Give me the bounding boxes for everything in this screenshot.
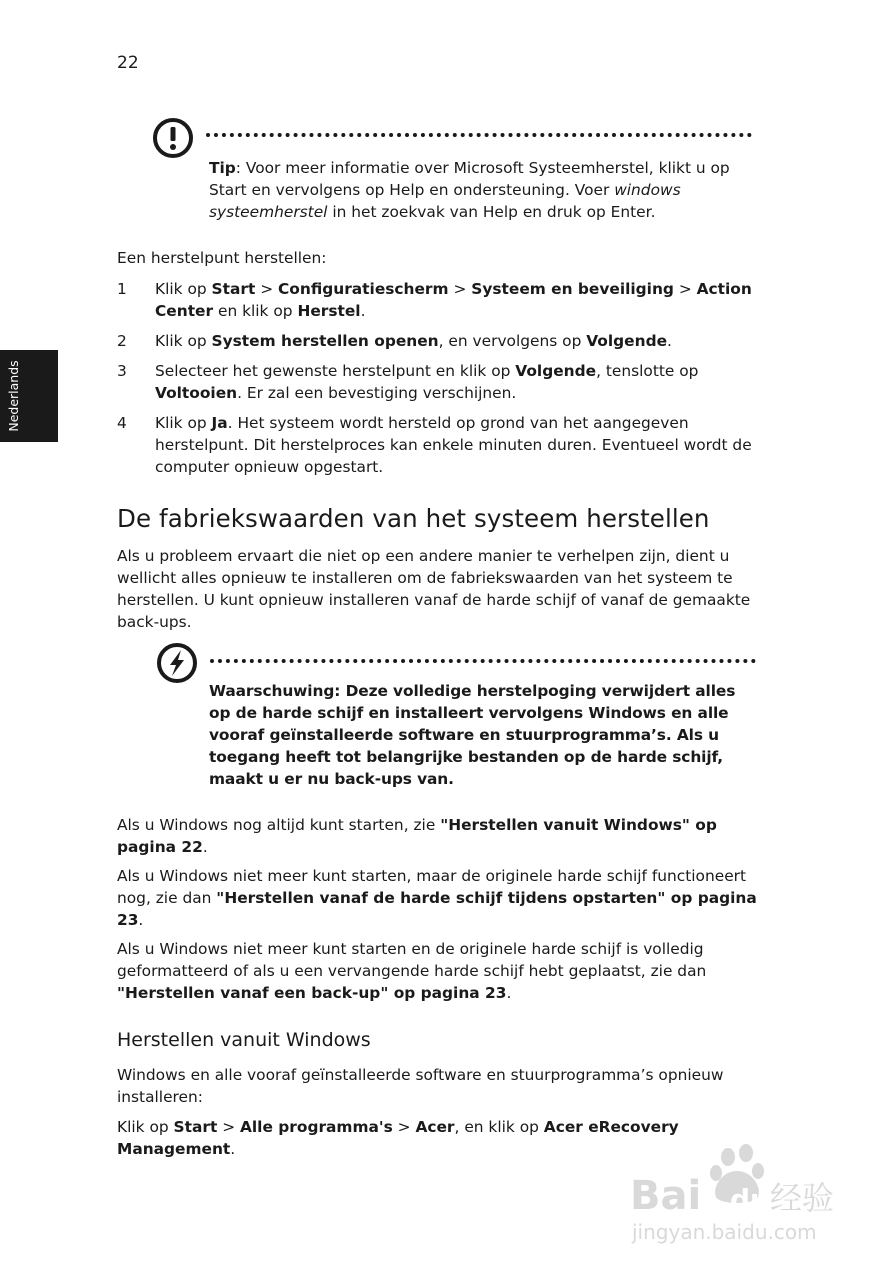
exclamation-icon	[151, 116, 195, 160]
svg-text:经验: 经验	[770, 1179, 835, 1217]
paragraph-backup: Als u Windows niet meer kunt starten en de originele harde schijf is volledig geformatteerd of als u een vervangende harde schijf hebt geplaatst, zie dan "Herstellen vanaf een back-up" op pagina 23.	[117, 940, 707, 1002]
section-title: De fabriekswaarden van het systeem herstellen	[117, 504, 710, 533]
step-1: Klik op Start > Configuratiescherm > Systeem en beveiliging > Action Center en klik op Herstel.	[155, 280, 752, 320]
page-number: 22	[117, 53, 139, 73]
paragraph-disk-works: Als u Windows niet meer kunt starten, maar de originele harde schijf functioneert nog, zie dan "Herstellen vanaf de harde schijf tijdens opstarten" op pagina 23.	[117, 867, 757, 929]
restore-intro: Een herstelpunt herstellen:	[117, 249, 327, 267]
step-2: Klik op System herstellen openen, en vervolgens op Volgende.	[155, 332, 672, 350]
tip-note	[209, 157, 749, 223]
svg-text:Bai: Bai	[630, 1173, 702, 1219]
subsection-title: Herstellen vanuit Windows	[117, 1029, 371, 1051]
baidu-watermark-logo	[630, 1143, 860, 1253]
tip-text-end: in het zoekvak van Help en druk op Enter.	[327, 203, 656, 221]
warning-lightning-icon	[155, 641, 199, 685]
final-instruction: Klik op Start > Alle programma's > Acer, en klik op Acer eRecovery Management.	[117, 1118, 679, 1158]
note-divider	[210, 659, 756, 663]
step-number: 3	[117, 362, 127, 380]
tip-italic: windows systeemherstel	[209, 181, 681, 221]
tip-label: Tip	[209, 159, 236, 177]
svg-text:jingyan.baidu.com: jingyan.baidu.com	[632, 1220, 817, 1244]
cross-reference-link: "Herstellen vanaf een back-up" op pagina 23	[117, 984, 507, 1002]
note-divider	[206, 133, 752, 137]
step-number: 4	[117, 414, 127, 432]
side-tab-label: Nederlands	[6, 360, 21, 432]
step-4: Klik op Ja. Het systeem wordt hersteld op grond van het aangegeven herstelpunt. Dit herstelproces kan enkele minuten duren. Eventueel wordt de computer opnieuw opgestart.	[155, 414, 752, 476]
subsection-intro: Windows en alle vooraf geïnstalleerde software en stuurprogramma’s opnieuw installeren:	[117, 1066, 724, 1106]
section-intro: Als u probleem ervaart die niet op een andere manier te verhelpen zijn, dient u wellicht alles opnieuw te installeren om de fabriekswaarden van het systeem te herstellen. U kunt opnieuw installeren vanaf de harde schijf of vanaf de gemaakte back-ups.	[117, 547, 751, 631]
paragraph-windows-starts: Als u Windows nog altijd kunt starten, zie "Herstellen vanuit Windows" op pagina 22.	[117, 816, 717, 856]
step-number: 1	[117, 280, 127, 298]
side-language-tab	[0, 350, 58, 442]
cross-reference-link: "Herstellen vanuit Windows" op pagina 22	[117, 816, 717, 856]
svg-text:du: du	[730, 1183, 770, 1216]
warning-note: Waarschuwing: Deze volledige herstelpoging verwijdert alles op de harde schijf en installeert vervolgens Windows en alle vooraf geïnstalleerde software en stuurprogramma’s. Als u toegang heeft tot belangrijke bestanden op de harde schijf, maakt u er nu back-ups van.	[209, 682, 736, 788]
tip-text: : Voor meer informatie over Microsoft Systeemherstel, klikt u op Start en vervolgens op Help en ondersteuning. Voer	[209, 159, 730, 199]
step-number: 2	[117, 332, 127, 350]
cross-reference-link: "Herstellen vanaf de harde schijf tijdens opstarten" op pagina 23	[117, 889, 757, 929]
step-3: Selecteer het gewenste herstelpunt en klik op Volgende, tenslotte op Voltooien. Er zal een bevestiging verschijnen.	[155, 362, 699, 402]
